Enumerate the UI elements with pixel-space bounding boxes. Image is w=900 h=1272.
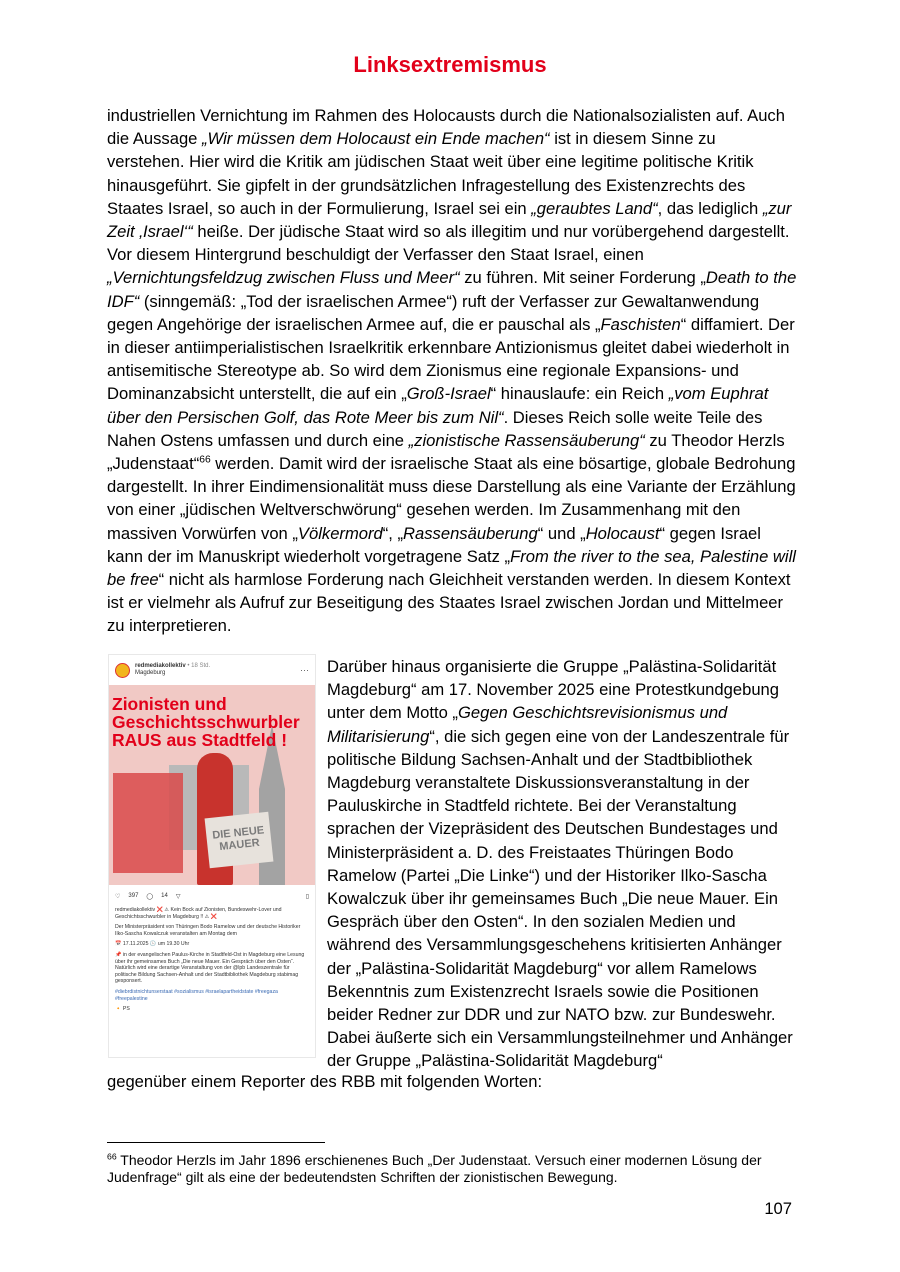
- text-run: industriellen Vernichtung im Rahmen des Holocausts durch die Nationalsozialisten auf. Auch die Aussage: [107, 106, 785, 149]
- italic-quote: „zionistische Rassensäuberung“: [408, 430, 645, 450]
- text-run: ist in diesem Sinne zu verstehen. Hier wird die Kritik am jüdischen Staat weit über eine legitime politische Kritik hinausgeführt. Sie gipfelt in der grundsätzlichen Infragestellung des Existenzrechts des Staates Israel, so auch in der Formulierung, Israel sei ein: [107, 129, 754, 218]
- post-time: • 18 Std.: [187, 663, 211, 669]
- italic-quote: Faschisten: [600, 314, 681, 334]
- footnote-separator: [107, 1142, 325, 1143]
- italic-quote: Rassensäuberung: [403, 523, 538, 543]
- bookmark-icon: ▯: [305, 893, 309, 900]
- italic-quote: From the river to the sea, Palestine will be free: [107, 546, 796, 590]
- text-run: werden. Damit wird der israelische Staat als eine bösartige, globale Bedrohung dargestellt. In ihrer Eindimensionalität muss diese Darstellung als eine Variante der Erzählung von einer „jüdischen Weltverschwörung“ gesehen werden. Im Zusammenhang mit den massiven Vorwürfen von „: [107, 454, 796, 543]
- italic-quote: „Wir müssen dem Holocaust ein Ende machen“: [202, 129, 550, 149]
- caption-line: redmediakollektiv ❌ ⚠ Kein Bock auf Zionisten, Bundeswehr-Lover und Geschichtsschwurbler in Magdeburg !! ⚠ ❌: [115, 907, 282, 920]
- italic-quote: „geraubtes Land“: [531, 198, 658, 218]
- comment-icon: ◯: [146, 893, 154, 900]
- body-paragraph-2-continuation: gegenüber einem Reporter des RBB mit folgenden Worten:: [107, 1072, 543, 1091]
- footnote-text: Theodor Herzls im Jahr 1896 erschienenes Buch „Der Judenstaat. Versuch einer modernen Lösung der Judenfrage“ gilt als eine der bedeutendsten Schriften der zionistischen Bewegung.: [107, 1152, 762, 1185]
- instagram-post-screenshot: [108, 654, 316, 1058]
- like-count: 397: [128, 893, 139, 899]
- post-image: [109, 685, 315, 885]
- more-options-icon: ···: [300, 665, 309, 675]
- post-image-headline: Zionisten und Geschichtsschwurbler RAUS aus Stadtfeld !: [112, 694, 300, 750]
- post-location: Magdeburg: [135, 670, 166, 676]
- post-header: [109, 655, 315, 685]
- comment-count: 14: [161, 893, 168, 899]
- text-run: (sinngemäß: „Tod der israelischen Armee“) ruft der Verfasser zur Gewaltanwendung gegen Angehörige der israelischen Armee auf, die er pauschal als „: [107, 291, 760, 334]
- account-info: [135, 663, 295, 677]
- caption-line: 📌 in der evangelischen Paulus-Kirche in Stadtfeld-Ost in Magdeburg eine Lesung über ihr gemeinsames Buch „Die neue Mauer. Ein Gespräch über den Osten“. Natürlich wird eine derartige Veranstaltung von der @lpb Landeszentrale für politische Bildung Sachsen-Anhalt und der Stadtbibliothek Magdeburg stabimag gesponsert.: [115, 951, 305, 985]
- text-run: “, „: [382, 523, 404, 543]
- text-run: “ und „: [537, 523, 586, 543]
- italic-quote: Holocaust: [585, 523, 660, 543]
- footnote-reference: 66: [199, 454, 211, 466]
- italic-quote: Groß-Israel: [406, 384, 491, 404]
- post-actions: [109, 885, 315, 907]
- text-run: . Dieses Reich solle weite Teile des Nahen Ostens umfassen und durch eine: [107, 407, 763, 450]
- text-run: heiße. Der jüdische Staat wird so als illegitim und nur vorübergehend dargestellt. Vor diesem Hintergrund beschuldigt der Verfasser den Staat Israel, einen: [107, 222, 790, 265]
- page-header-title: Linksextremismus: [353, 52, 547, 77]
- text-run: zu führen. Mit seiner Forderung „: [459, 268, 706, 288]
- account-avatar: [115, 663, 130, 678]
- page-number: 107: [764, 1199, 792, 1218]
- body-paragraph-1: [107, 104, 797, 638]
- image-photo-person: [113, 773, 183, 873]
- text-run: Darüber hinaus organisierte die Gruppe „Palästina-Solidarität Magdeburg“ am 17. November 2025 eine Protestkundgebung unter dem Motto „: [327, 657, 780, 723]
- account-name: redmediakollektiv: [135, 663, 186, 669]
- caption-hashtags: #diebrdistnichtunserstaat #sozialismus #israelapartheidstate #freegaza #freepalestine: [115, 988, 278, 1002]
- text-run: “ diffamiert. Der in dieser antiimperialistischen Israelkritik erkennbare Antizionismus gleitet dabei wiederholt in antisemitische Stereotype ab. So wird dem Zionismus eine regionale Expansions- und Dominanzabsicht unterstellt, die auf ein „: [107, 314, 795, 404]
- italic-quote: Gegen Geschichtsrevisionismus und Militarisierung: [327, 703, 728, 746]
- italic-quote: Völkermord: [297, 523, 383, 543]
- image-book-cover: DIE NEUE MAUER: [205, 812, 274, 868]
- text-run: “, die sich gegen eine von der Landeszentrale für politische Bildung Sachsen-Anhalt und der Stadtbibliothek Magdeburg veranstaltete Diskussionsveranstaltung in der Pauluskirche in Stadtfeld richtete. Bei der Veranstaltung sprachen der Vizepräsident des Deutschen Bundestages und Ministerpräsident a. D. des Freistaates Thüringen Bodo Ramelow (Partei „Die Linke“) und der Historiker Ilko-Sascha Kowalczuk über ihr gemeinsames Buch „Die neue Mauer. Ein Gespräch über den Osten“. In den sozialen Medien und während des Versammlungsgeschehens kritisierten Anhänger der „Palästina-Solidarität Magdeburg“ vor allem Ramelows Bekenntnis zum Existenzrecht Israels sowie die Positionen beider Redner zur DDR und zur NATO bzw. zur Bundeswehr. Dabei äußerte sich ein Versammlungsteilnehmer und Anhänger der Gruppe „Palästina-Solidarität Magdeburg“: [327, 726, 793, 1071]
- text-run: , das lediglich: [657, 198, 763, 218]
- footnote-number: 66: [107, 1151, 117, 1162]
- italic-quote: „zur Zeit ‚Israel‘“: [107, 198, 792, 242]
- caption-line: 📅 17.11.2025 🕒 um 19.30 Uhr: [115, 941, 190, 948]
- italic-quote: „vom Euphrat über den Persischen Golf, das Rote Meer bis zum Nil“: [107, 384, 769, 427]
- text-run: zu Theodor Herzls „Judenstaat“: [107, 430, 785, 474]
- caption-line: Der Ministerpräsident von Thüringen Bodo Ramelow und der deutsche Historiker Ilko-Sascha Kowalczuk veranstalten am Montag dem: [115, 924, 301, 937]
- italic-quote: Death to the IDF“: [107, 268, 797, 311]
- body-paragraph-2: [327, 655, 797, 1073]
- share-icon: ▽: [175, 893, 181, 900]
- footnote: [107, 1152, 797, 1186]
- text-run: “ nicht als harmlose Forderung nach Gleichheit verstanden werden. In diesem Kontext ist er vielmehr als Aufruf zur Beseitigung des Staates Israel zwischen Jordan und Mittelmeer zu interpretieren.: [107, 570, 791, 636]
- italic-quote: „Vernichtungsfeldzug zwischen Fluss und Meer“: [107, 268, 460, 288]
- heart-icon: ♡: [115, 893, 121, 900]
- caption-footer: 🔸 PS: [115, 1006, 130, 1013]
- text-run: “ hinauslaufe: ein Reich: [490, 384, 669, 404]
- post-caption: [109, 907, 315, 1013]
- text-run: “ gegen Israel kann der im Manuskript wiederholt vorgetragene Satz „: [107, 523, 761, 566]
